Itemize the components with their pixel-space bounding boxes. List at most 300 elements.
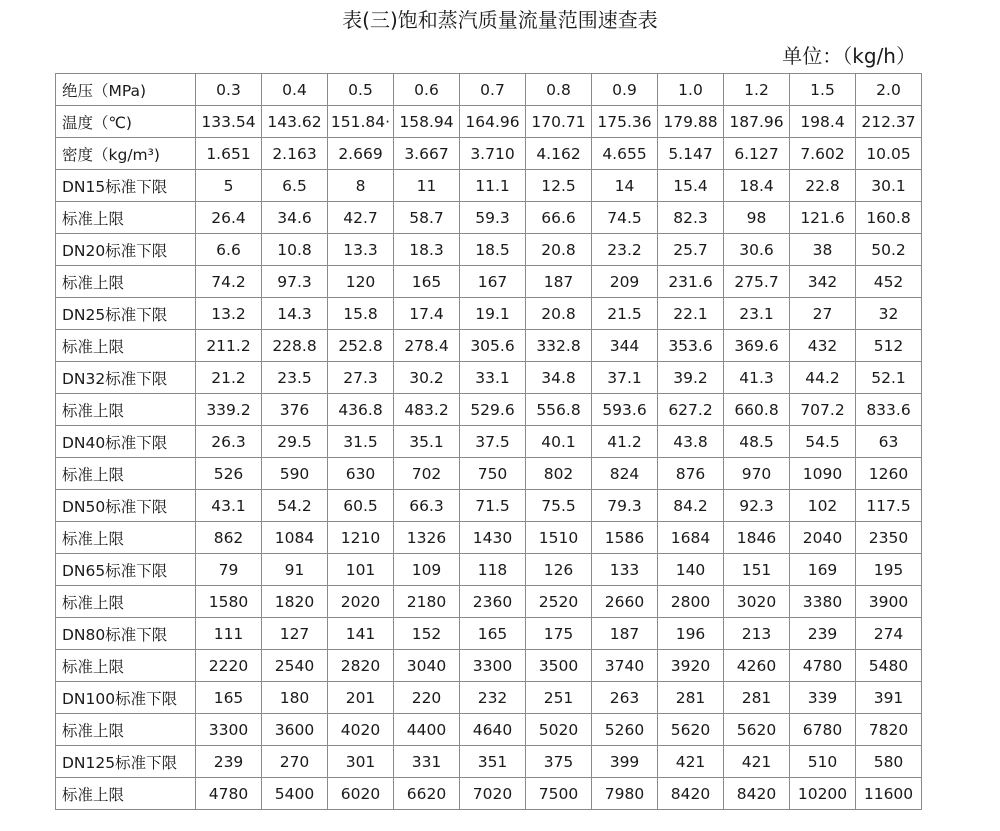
- table-cell: 4.162: [526, 138, 592, 170]
- table-cell: 452: [856, 266, 922, 298]
- table-cell: 30.2: [394, 362, 460, 394]
- table-cell: 18.3: [394, 234, 460, 266]
- table-cell: 342: [790, 266, 856, 298]
- table-cell: 526: [196, 458, 262, 490]
- table-cell: 252.8: [328, 330, 394, 362]
- table-cell: 212.37: [856, 106, 922, 138]
- table-cell: 369.6: [724, 330, 790, 362]
- table-cell: 7020: [460, 778, 526, 810]
- table-cell: 29.5: [262, 426, 328, 458]
- table-cell: 167: [460, 266, 526, 298]
- table-row: [56, 266, 922, 298]
- table-cell: 274: [856, 618, 922, 650]
- table-cell: 7980: [592, 778, 658, 810]
- row-label: 标准上限: [56, 458, 196, 490]
- table-cell: 58.7: [394, 202, 460, 234]
- table-cell: 228.8: [262, 330, 328, 362]
- table-cell: 627.2: [658, 394, 724, 426]
- table-cell: 60.5: [328, 490, 394, 522]
- table-cell: 59.3: [460, 202, 526, 234]
- table-row: [56, 458, 922, 490]
- row-label: 标准上限: [56, 330, 196, 362]
- table-cell: 10200: [790, 778, 856, 810]
- table-cell: 2540: [262, 650, 328, 682]
- table-cell: 2520: [526, 586, 592, 618]
- table-cell: 432: [790, 330, 856, 362]
- table-cell: 353.6: [658, 330, 724, 362]
- table-cell: 12.5: [526, 170, 592, 202]
- table-row: [56, 490, 922, 522]
- table-cell: 165: [460, 618, 526, 650]
- table-cell: 40.1: [526, 426, 592, 458]
- table-cell: 63: [856, 426, 922, 458]
- table-cell: 436.8: [328, 394, 394, 426]
- table-row: [56, 554, 922, 586]
- table-row: [56, 106, 922, 138]
- table-cell: 1430: [460, 522, 526, 554]
- table-cell: 6620: [394, 778, 460, 810]
- table-cell: 48.5: [724, 426, 790, 458]
- table-cell: 1.2: [724, 74, 790, 106]
- table-cell: 141: [328, 618, 394, 650]
- table-cell: 833.6: [856, 394, 922, 426]
- table-cell: 11.1: [460, 170, 526, 202]
- table-cell: 0.6: [394, 74, 460, 106]
- table-cell: 11: [394, 170, 460, 202]
- table-row: [56, 138, 922, 170]
- table-cell: 3500: [526, 650, 592, 682]
- table-cell: 590: [262, 458, 328, 490]
- table-cell: 21.5: [592, 298, 658, 330]
- table-cell: 118: [460, 554, 526, 586]
- table-cell: 102: [790, 490, 856, 522]
- table-cell: 275.7: [724, 266, 790, 298]
- table-cell: 2820: [328, 650, 394, 682]
- table-row: [56, 362, 922, 394]
- table-cell: 281: [724, 682, 790, 714]
- table-cell: 529.6: [460, 394, 526, 426]
- table-cell: 27.3: [328, 362, 394, 394]
- table-cell: 0.5: [328, 74, 394, 106]
- table-cell: 281: [658, 682, 724, 714]
- table-cell: 1846: [724, 522, 790, 554]
- table-cell: 41.3: [724, 362, 790, 394]
- table-cell: 21.2: [196, 362, 262, 394]
- table-cell: 75.5: [526, 490, 592, 522]
- table-cell: 1684: [658, 522, 724, 554]
- table-cell: 7.602: [790, 138, 856, 170]
- table-cell: 375: [526, 746, 592, 778]
- table-cell: 0.9: [592, 74, 658, 106]
- table-cell: 2180: [394, 586, 460, 618]
- table-cell: 2040: [790, 522, 856, 554]
- table-body: [56, 74, 922, 810]
- table-row: [56, 298, 922, 330]
- table-cell: 201: [328, 682, 394, 714]
- table-cell: 1580: [196, 586, 262, 618]
- table-cell: 26.3: [196, 426, 262, 458]
- flow-range-table: [55, 73, 922, 810]
- table-cell: 2.0: [856, 74, 922, 106]
- table-cell: 1586: [592, 522, 658, 554]
- table-cell: 2660: [592, 586, 658, 618]
- table-cell: 970: [724, 458, 790, 490]
- table-cell: 4020: [328, 714, 394, 746]
- table-cell: 66.3: [394, 490, 460, 522]
- table-row: [56, 170, 922, 202]
- table-cell: 305.6: [460, 330, 526, 362]
- table-cell: 22.1: [658, 298, 724, 330]
- table-cell: 232: [460, 682, 526, 714]
- table-cell: 2.669: [328, 138, 394, 170]
- table-cell: 876: [658, 458, 724, 490]
- table-cell: 117.5: [856, 490, 922, 522]
- row-label: DN100标准下限: [56, 682, 196, 714]
- table-cell: 7820: [856, 714, 922, 746]
- table-row: [56, 330, 922, 362]
- table-cell: 213: [724, 618, 790, 650]
- table-cell: 2350: [856, 522, 922, 554]
- table-cell: 2360: [460, 586, 526, 618]
- table-cell: 18.4: [724, 170, 790, 202]
- table-cell: 270: [262, 746, 328, 778]
- unit-label: 单位：（kg/h）: [782, 44, 916, 68]
- row-label: DN125标准下限: [56, 746, 196, 778]
- table-cell: 133: [592, 554, 658, 586]
- row-label: 标准上限: [56, 714, 196, 746]
- table-cell: 4260: [724, 650, 790, 682]
- table-cell: 151: [724, 554, 790, 586]
- table-cell: 251: [526, 682, 592, 714]
- table-row: [56, 426, 922, 458]
- row-label: DN32标准下限: [56, 362, 196, 394]
- table-cell: 165: [394, 266, 460, 298]
- row-label: DN15标准下限: [56, 170, 196, 202]
- table-cell: 391: [856, 682, 922, 714]
- table-cell: 0.8: [526, 74, 592, 106]
- table-cell: 66.6: [526, 202, 592, 234]
- table-cell: 187: [592, 618, 658, 650]
- table-cell: 79: [196, 554, 262, 586]
- table-cell: 376: [262, 394, 328, 426]
- table-cell: 5.147: [658, 138, 724, 170]
- table-cell: 165: [196, 682, 262, 714]
- table-cell: 0.4: [262, 74, 328, 106]
- table-cell: 152: [394, 618, 460, 650]
- table-row: [56, 394, 922, 426]
- table-cell: 37.1: [592, 362, 658, 394]
- table-cell: 5020: [526, 714, 592, 746]
- table-row: [56, 586, 922, 618]
- table-cell: 20.8: [526, 298, 592, 330]
- table-cell: 3.667: [394, 138, 460, 170]
- table-cell: 211.2: [196, 330, 262, 362]
- table-cell: 15.8: [328, 298, 394, 330]
- table-cell: 109: [394, 554, 460, 586]
- table-cell: 8420: [724, 778, 790, 810]
- table-cell: 278.4: [394, 330, 460, 362]
- table-cell: 126: [526, 554, 592, 586]
- row-label: 标准上限: [56, 778, 196, 810]
- table-cell: 1084: [262, 522, 328, 554]
- table-cell: 209: [592, 266, 658, 298]
- table-cell: 151.84·: [328, 106, 394, 138]
- table-cell: 3300: [460, 650, 526, 682]
- table-cell: 175: [526, 618, 592, 650]
- table-cell: 5260: [592, 714, 658, 746]
- table-cell: 351: [460, 746, 526, 778]
- table-cell: 421: [658, 746, 724, 778]
- table-cell: 196: [658, 618, 724, 650]
- table-cell: 133.54: [196, 106, 262, 138]
- table-cell: 239: [196, 746, 262, 778]
- table-cell: 52.1: [856, 362, 922, 394]
- table-cell: 862: [196, 522, 262, 554]
- table-cell: 5480: [856, 650, 922, 682]
- table-cell: 71.5: [460, 490, 526, 522]
- table-cell: 580: [856, 746, 922, 778]
- table-cell: 3300: [196, 714, 262, 746]
- table-cell: 1326: [394, 522, 460, 554]
- table-cell: 5: [196, 170, 262, 202]
- table-cell: 43.8: [658, 426, 724, 458]
- table-cell: 1.651: [196, 138, 262, 170]
- table-cell: 510: [790, 746, 856, 778]
- row-label: 标准上限: [56, 394, 196, 426]
- row-label: DN50标准下限: [56, 490, 196, 522]
- table-cell: 2020: [328, 586, 394, 618]
- row-label: 温度（℃): [56, 106, 196, 138]
- table-row: [56, 746, 922, 778]
- table-cell: 6.6: [196, 234, 262, 266]
- table-cell: 3740: [592, 650, 658, 682]
- table-row: [56, 618, 922, 650]
- table-row: [56, 650, 922, 682]
- table-cell: 4640: [460, 714, 526, 746]
- table-cell: 1510: [526, 522, 592, 554]
- table-cell: 512: [856, 330, 922, 362]
- table-row: [56, 234, 922, 266]
- table-row: [56, 522, 922, 554]
- row-label: DN65标准下限: [56, 554, 196, 586]
- table-title: 表(三)饱和蒸汽质量流量范围速查表: [342, 8, 658, 32]
- table-cell: 17.4: [394, 298, 460, 330]
- table-cell: 14.3: [262, 298, 328, 330]
- table-cell: 187: [526, 266, 592, 298]
- table-cell: 0.3: [196, 74, 262, 106]
- row-label: 标准上限: [56, 266, 196, 298]
- table-cell: 25.7: [658, 234, 724, 266]
- table-cell: 339.2: [196, 394, 262, 426]
- table-cell: 179.88: [658, 106, 724, 138]
- table-cell: 4780: [790, 650, 856, 682]
- table-cell: 556.8: [526, 394, 592, 426]
- table-cell: 7500: [526, 778, 592, 810]
- table-cell: 34.8: [526, 362, 592, 394]
- table-cell: 3380: [790, 586, 856, 618]
- table-cell: 169: [790, 554, 856, 586]
- table-cell: 5620: [658, 714, 724, 746]
- table-cell: 10.8: [262, 234, 328, 266]
- table-cell: 0.7: [460, 74, 526, 106]
- row-label: 标准上限: [56, 522, 196, 554]
- table-cell: 180: [262, 682, 328, 714]
- table-cell: 3.710: [460, 138, 526, 170]
- table-cell: 187.96: [724, 106, 790, 138]
- table-cell: 20.8: [526, 234, 592, 266]
- table-row: [56, 74, 922, 106]
- table-cell: 10.05: [856, 138, 922, 170]
- table-cell: 23.5: [262, 362, 328, 394]
- table-cell: 91: [262, 554, 328, 586]
- table-cell: 121.6: [790, 202, 856, 234]
- table-cell: 301: [328, 746, 394, 778]
- table-cell: 54.5: [790, 426, 856, 458]
- table-row: [56, 682, 922, 714]
- table-cell: 101: [328, 554, 394, 586]
- table-cell: 160.8: [856, 202, 922, 234]
- table-cell: 158.94: [394, 106, 460, 138]
- table-cell: 750: [460, 458, 526, 490]
- table-cell: 164.96: [460, 106, 526, 138]
- table-cell: 50.2: [856, 234, 922, 266]
- table-cell: 332.8: [526, 330, 592, 362]
- table-cell: 18.5: [460, 234, 526, 266]
- table-cell: 6020: [328, 778, 394, 810]
- table-cell: 3020: [724, 586, 790, 618]
- table-cell: 26.4: [196, 202, 262, 234]
- table-cell: 44.2: [790, 362, 856, 394]
- row-label: 绝压（MPa): [56, 74, 196, 106]
- table-cell: 38: [790, 234, 856, 266]
- table-cell: 19.1: [460, 298, 526, 330]
- table-cell: 4780: [196, 778, 262, 810]
- table-cell: 2.163: [262, 138, 328, 170]
- table-row: [56, 714, 922, 746]
- table-cell: 33.1: [460, 362, 526, 394]
- table-cell: 660.8: [724, 394, 790, 426]
- row-label: 标准上限: [56, 202, 196, 234]
- table-cell: 13.2: [196, 298, 262, 330]
- table-cell: 483.2: [394, 394, 460, 426]
- table-cell: 3040: [394, 650, 460, 682]
- table-cell: 1210: [328, 522, 394, 554]
- table-cell: 170.71: [526, 106, 592, 138]
- table-cell: 175.36: [592, 106, 658, 138]
- table-cell: 220: [394, 682, 460, 714]
- table-cell: 30.6: [724, 234, 790, 266]
- table-cell: 8420: [658, 778, 724, 810]
- row-label: DN20标准下限: [56, 234, 196, 266]
- table-cell: 707.2: [790, 394, 856, 426]
- table-cell: 32: [856, 298, 922, 330]
- table-cell: 3900: [856, 586, 922, 618]
- table-cell: 98: [724, 202, 790, 234]
- table-cell: 4.655: [592, 138, 658, 170]
- table-cell: 11600: [856, 778, 922, 810]
- table-cell: 5400: [262, 778, 328, 810]
- table-cell: 143.62: [262, 106, 328, 138]
- table-cell: 13.3: [328, 234, 394, 266]
- table-cell: 27: [790, 298, 856, 330]
- table-row: [56, 778, 922, 810]
- table-cell: 1820: [262, 586, 328, 618]
- table-cell: 74.5: [592, 202, 658, 234]
- table-cell: 6.5: [262, 170, 328, 202]
- table-cell: 1260: [856, 458, 922, 490]
- table-cell: 2220: [196, 650, 262, 682]
- table-cell: 74.2: [196, 266, 262, 298]
- table-cell: 79.3: [592, 490, 658, 522]
- row-label: 密度（kg/m³): [56, 138, 196, 170]
- table-cell: 37.5: [460, 426, 526, 458]
- row-label: DN40标准下限: [56, 426, 196, 458]
- table-cell: 120: [328, 266, 394, 298]
- table-cell: 195: [856, 554, 922, 586]
- table-cell: 239: [790, 618, 856, 650]
- table-cell: 1.0: [658, 74, 724, 106]
- table-cell: 97.3: [262, 266, 328, 298]
- table-row: [56, 202, 922, 234]
- table-cell: 41.2: [592, 426, 658, 458]
- table-cell: 198.4: [790, 106, 856, 138]
- table-cell: 421: [724, 746, 790, 778]
- table-cell: 824: [592, 458, 658, 490]
- table-cell: 231.6: [658, 266, 724, 298]
- table-cell: 802: [526, 458, 592, 490]
- table-cell: 630: [328, 458, 394, 490]
- table-cell: 14: [592, 170, 658, 202]
- table-cell: 593.6: [592, 394, 658, 426]
- table-cell: 331: [394, 746, 460, 778]
- table-cell: 42.7: [328, 202, 394, 234]
- table-cell: 43.1: [196, 490, 262, 522]
- row-label: DN80标准下限: [56, 618, 196, 650]
- table-cell: 339: [790, 682, 856, 714]
- row-label: 标准上限: [56, 650, 196, 682]
- table-cell: 3920: [658, 650, 724, 682]
- table-cell: 35.1: [394, 426, 460, 458]
- table-cell: 8: [328, 170, 394, 202]
- table-cell: 344: [592, 330, 658, 362]
- table-cell: 4400: [394, 714, 460, 746]
- table-cell: 6.127: [724, 138, 790, 170]
- table-cell: 1.5: [790, 74, 856, 106]
- table-cell: 3600: [262, 714, 328, 746]
- row-label: DN25标准下限: [56, 298, 196, 330]
- table-cell: 6780: [790, 714, 856, 746]
- table-cell: 2800: [658, 586, 724, 618]
- table-cell: 127: [262, 618, 328, 650]
- table-cell: 263: [592, 682, 658, 714]
- table-cell: 54.2: [262, 490, 328, 522]
- table-cell: 15.4: [658, 170, 724, 202]
- table-cell: 84.2: [658, 490, 724, 522]
- table-cell: 111: [196, 618, 262, 650]
- row-label: 标准上限: [56, 586, 196, 618]
- table-cell: 22.8: [790, 170, 856, 202]
- table-cell: 92.3: [724, 490, 790, 522]
- table-cell: 34.6: [262, 202, 328, 234]
- table-cell: 23.1: [724, 298, 790, 330]
- table-cell: 1090: [790, 458, 856, 490]
- table-cell: 140: [658, 554, 724, 586]
- table-cell: 30.1: [856, 170, 922, 202]
- table-cell: 5620: [724, 714, 790, 746]
- table-cell: 82.3: [658, 202, 724, 234]
- table-cell: 399: [592, 746, 658, 778]
- table-cell: 23.2: [592, 234, 658, 266]
